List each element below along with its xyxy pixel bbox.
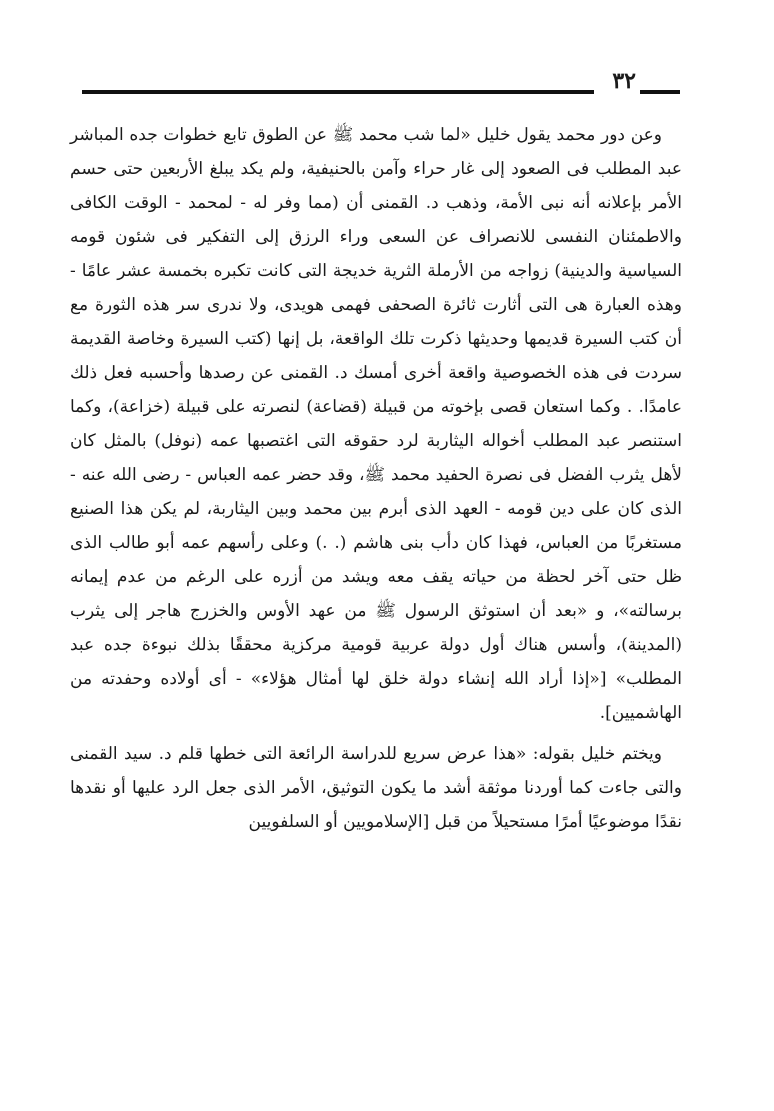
header-rule-long (82, 90, 594, 94)
page-header (82, 64, 680, 98)
paragraph-1: وعن دور محمد يقول خليل «لما شب محمد ﷺ عن الطوق تابع خطوات جده المباشر عبد المطلب فى الصعود إلى غار حراء وآمن بالحنيفية، ولم يكد يبلغ الأربعين حتى حسم الأمر بإعلانه أنه نبى الأمة، وذهب د. القمنى أن (مما وفر له - لمحمد - الوقت الكافى والاطمئنان النفسى للانصراف عن السعى وراء الرزق إلى التفكير فى شئون قومه السياسية والدينية) زواجه من الأرملة الثرية خديجة التى كانت تكبره بخمسة عشر عامًا - وهذه العبارة هى التى أثارت ثائرة الصحفى فهمى هويدى، ولا ندرى سر هذه الثورة مع أن كتب السيرة قديمها وحديثها ذكرت تلك الواقعة، بل إنها (كتب السيرة وخاصة القديمة سردت فى هذه الخصوصية واقعة أخرى أمسك د. القمنى عن رصدها وأحسبه فعل ذلك عامدًا. . وكما استعان قصى بإخوته من قبيلة (قضاعة) لنصرته على قبيلة (خزاعة)، وكما استنصر عبد المطلب أخواله اليثاربة لرد حقوقه التى اغتصبها عمه (نوفل) بالمثل كان لأهل يثرب الفضل فى نصرة الحفيد محمد ﷺ، وقد حضر عمه العباس - رضى الله عنه - الذى كان على دين قومه - العهد الذى أبرم بين محمد وبين اليثاربة، لم يكن هذا الصنيع مستغربًا من العباس، فهذا كان دأب بنى هاشم (. .) وعلى رأسهم عمه أبو طالب الذى ظل حتى آخر لحظة من حياته يقف معه ويشد من أزره على الرغم من عدم إيمانه برسالته»، و «بعد أن استوثق الرسول ﷺ من عهد الأوس والخزرج هاجر إلى يثرب (المدينة)، وأسس هناك أول دولة عربية قومية مركزية محققًا بذلك نبوءة جده عبد المطلب» [«إذا أراد الله إنشاء دولة خلق لها أمثال هؤلاء» - أى أولاده وحفدته من الهاشميين]. (70, 125, 682, 723)
page-number: ٣٢ (612, 68, 636, 94)
paragraph-2: ويختم خليل بقوله: «هذا عرض سريع للدراسة الرائعة التى خطها قلم د. سيد القمنى والتى جاءت كما أوردنا موثقة أشد ما يكون التوثيق، الأمر الذى جعل الرد عليها أو نقدها نقدًا موضوعيًا أمرًا مستحيلاً من قبل [الإسلامويين أو السلفويين (70, 744, 682, 832)
body-text (70, 118, 682, 846)
header-rule-short (640, 90, 680, 94)
